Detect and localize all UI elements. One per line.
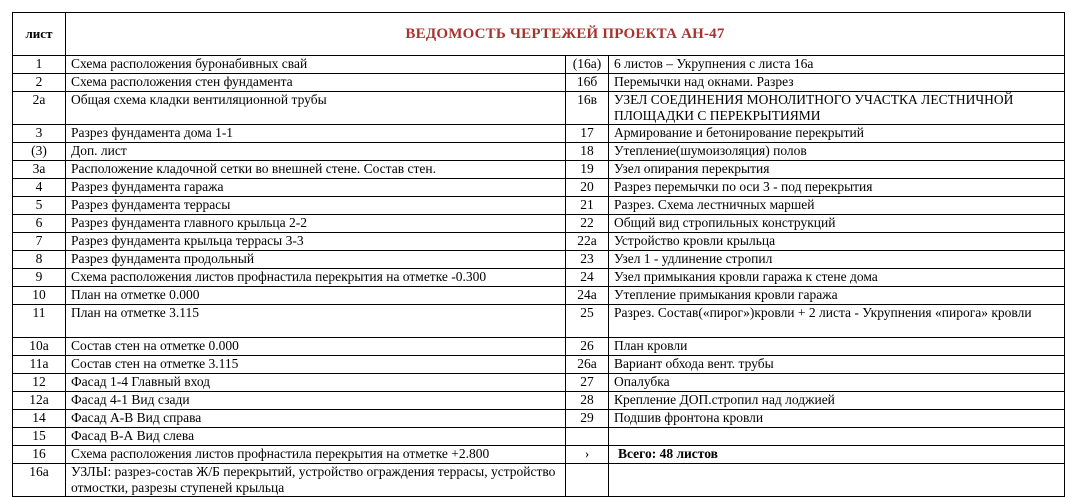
right-sheet-title bbox=[609, 464, 1065, 497]
left-sheet-title: Состав стен на отметке 3.115 bbox=[66, 356, 566, 374]
left-sheet-number: (3) bbox=[13, 143, 66, 161]
right-sheet-title: Общий вид стропильных конструкций bbox=[609, 215, 1065, 233]
left-sheet-title: Разрез фундамента гаража bbox=[66, 179, 566, 197]
right-sheet-title: Опалубка bbox=[609, 374, 1065, 392]
right-sheet-title: Утепление примыкания кровли гаража bbox=[609, 287, 1065, 305]
left-sheet-title: Разрез фундамента дома 1-1 bbox=[66, 125, 566, 143]
right-sheet-title: Разрез перемычки по оси 3 - под перекрытия bbox=[609, 179, 1065, 197]
total-sheets-label bbox=[609, 446, 1065, 464]
right-sheet-number: (16а) bbox=[566, 56, 609, 74]
right-sheet-title: Узел примыкания кровли гаража к стене дома bbox=[609, 269, 1065, 287]
table-row bbox=[13, 161, 1065, 179]
left-sheet-title: Схема расположения листов профнастила перекрытия на отметке +2.800 bbox=[66, 446, 566, 464]
table-row bbox=[13, 374, 1065, 392]
table-row bbox=[13, 92, 1065, 125]
left-sheet-number: 8 bbox=[13, 251, 66, 269]
left-sheet-number: 16а bbox=[13, 464, 66, 497]
right-sheet-number: 17 bbox=[566, 125, 609, 143]
right-sheet-title: УЗЕЛ СОЕДИНЕНИЯ МОНОЛИТНОГО УЧАСТКА ЛЕСТНИЧНОЙ ПЛОЩАДКИ С ПЕРЕКРЫТИЯМИ bbox=[609, 92, 1065, 125]
left-sheet-title: Общая схема кладки вентиляционной трубы bbox=[66, 92, 566, 125]
table-row bbox=[13, 338, 1065, 356]
left-sheet-number: 9 bbox=[13, 269, 66, 287]
left-sheet-title: Разрез фундамента главного крыльца 2-2 bbox=[66, 215, 566, 233]
table-row bbox=[13, 287, 1065, 305]
right-sheet-number: 26а bbox=[566, 356, 609, 374]
right-sheet-number: 22 bbox=[566, 215, 609, 233]
right-sheet-number: 24 bbox=[566, 269, 609, 287]
left-sheet-number: 2 bbox=[13, 74, 66, 92]
left-sheet-title: Схема расположения листов профнастила перекрытия на отметке -0.300 bbox=[66, 269, 566, 287]
right-sheet-title: Узел 1 - удлинение стропил bbox=[609, 251, 1065, 269]
left-sheet-title: Фасад А-В Вид справа bbox=[66, 410, 566, 428]
left-sheet-number: 12а bbox=[13, 392, 66, 410]
table-row bbox=[13, 125, 1065, 143]
right-sheet-number: 24а bbox=[566, 287, 609, 305]
right-sheet-title: Вариант обхода вент. трубы bbox=[609, 356, 1065, 374]
left-sheet-title: Разрез фундамента террасы bbox=[66, 197, 566, 215]
left-sheet-number: 10 bbox=[13, 287, 66, 305]
right-sheet-title: Устройство кровли крыльца bbox=[609, 233, 1065, 251]
left-sheet-number: 11а bbox=[13, 356, 66, 374]
right-sheet-title: Крепление ДОП.стропил над лоджией bbox=[609, 392, 1065, 410]
right-sheet-title: Узел опирания перекрытия bbox=[609, 161, 1065, 179]
left-sheet-number: 7 bbox=[13, 233, 66, 251]
left-sheet-number: 15 bbox=[13, 428, 66, 446]
right-sheet-title: Перемычки над окнами. Разрез bbox=[609, 74, 1065, 92]
left-sheet-title: Доп. лист bbox=[66, 143, 566, 161]
left-sheet-title: Фасад 1-4 Главный вход bbox=[66, 374, 566, 392]
right-sheet-number: 27 bbox=[566, 374, 609, 392]
right-sheet-number: 22а bbox=[566, 233, 609, 251]
left-sheet-title: План на отметке 3.115 bbox=[66, 305, 566, 338]
right-sheet-number: 21 bbox=[566, 197, 609, 215]
right-sheet-title: План кровли bbox=[609, 338, 1065, 356]
right-sheet-title: Утепление(шумоизоляция) полов bbox=[609, 143, 1065, 161]
right-sheet-number: 29 bbox=[566, 410, 609, 428]
table-row bbox=[13, 56, 1065, 74]
table-row bbox=[13, 428, 1065, 446]
left-sheet-title: УЗЛЫ: разрез-состав Ж/Б перекрытий, устройство ограждения террасы, устройство отмостки, разрезы ступеней крыльца bbox=[66, 464, 566, 497]
right-sheet-title: Армирование и бетонирование перекрытий bbox=[609, 125, 1065, 143]
left-sheet-title: Разрез фундамента продольный bbox=[66, 251, 566, 269]
table-row bbox=[13, 197, 1065, 215]
table-row bbox=[13, 269, 1065, 287]
right-sheet-number: 25 bbox=[566, 305, 609, 338]
table-row bbox=[13, 251, 1065, 269]
left-sheet-number: 4 bbox=[13, 179, 66, 197]
left-sheet-title: Схема расположения буронабивных свай bbox=[66, 56, 566, 74]
table-row bbox=[13, 74, 1065, 92]
left-sheet-number: 14 bbox=[13, 410, 66, 428]
left-sheet-title: Разрез фундамента крыльца террасы 3-3 bbox=[66, 233, 566, 251]
drawings-register-table bbox=[12, 12, 1065, 497]
table-row bbox=[13, 392, 1065, 410]
right-sheet-number: › bbox=[566, 446, 609, 464]
left-sheet-title: Схема расположения стен фундамента bbox=[66, 74, 566, 92]
left-sheet-number: 3а bbox=[13, 161, 66, 179]
table-row bbox=[13, 179, 1065, 197]
table-row bbox=[13, 305, 1065, 338]
left-sheet-title: Фасад 4-1 Вид сзади bbox=[66, 392, 566, 410]
right-sheet-number: 16б bbox=[566, 74, 609, 92]
sheet-number-header: лист bbox=[13, 13, 66, 56]
left-sheet-number: 10а bbox=[13, 338, 66, 356]
left-sheet-title: Фасад В-А Вид слева bbox=[66, 428, 566, 446]
right-sheet-title: 6 листов – Укрупнения с листа 16а bbox=[609, 56, 1065, 74]
left-sheet-number: 5 bbox=[13, 197, 66, 215]
left-sheet-title: Состав стен на отметке 0.000 bbox=[66, 338, 566, 356]
left-sheet-number: 6 bbox=[13, 215, 66, 233]
left-sheet-number: 2а bbox=[13, 92, 66, 125]
right-sheet-number bbox=[566, 464, 609, 497]
right-sheet-number: 26 bbox=[566, 338, 609, 356]
register-title: ВЕДОМОСТЬ ЧЕРТЕЖЕЙ ПРОЕКТА АН-47 bbox=[66, 13, 1065, 56]
header-row bbox=[13, 13, 1065, 56]
right-sheet-number: 19 bbox=[566, 161, 609, 179]
table-row bbox=[13, 233, 1065, 251]
table-row bbox=[13, 215, 1065, 233]
table-row bbox=[13, 143, 1065, 161]
left-sheet-title: План на отметке 0.000 bbox=[66, 287, 566, 305]
total-sheets-text: Всего: 48 листов bbox=[618, 446, 718, 461]
right-sheet-number: 16в bbox=[566, 92, 609, 125]
left-sheet-number: 16 bbox=[13, 446, 66, 464]
left-sheet-number: 11 bbox=[13, 305, 66, 338]
right-sheet-number: 20 bbox=[566, 179, 609, 197]
left-sheet-title: Расположение кладочной сетки во внешней стене. Состав стен. bbox=[66, 161, 566, 179]
right-sheet-number: 28 bbox=[566, 392, 609, 410]
right-sheet-title: Подшив фронтона кровли bbox=[609, 410, 1065, 428]
right-sheet-title: Разрез. Состав(«пирог»)кровли + 2 листа - Укрупнения «пирога» кровли bbox=[609, 305, 1065, 338]
right-sheet-title bbox=[609, 428, 1065, 446]
right-sheet-title: Разрез. Схема лестничных маршей bbox=[609, 197, 1065, 215]
right-sheet-number: 23 bbox=[566, 251, 609, 269]
table-row bbox=[13, 446, 1065, 464]
right-sheet-number bbox=[566, 428, 609, 446]
left-sheet-number: 3 bbox=[13, 125, 66, 143]
left-sheet-number: 12 bbox=[13, 374, 66, 392]
right-sheet-number: 18 bbox=[566, 143, 609, 161]
table-row bbox=[13, 356, 1065, 374]
table-row bbox=[13, 410, 1065, 428]
table-row bbox=[13, 464, 1065, 497]
left-sheet-number: 1 bbox=[13, 56, 66, 74]
